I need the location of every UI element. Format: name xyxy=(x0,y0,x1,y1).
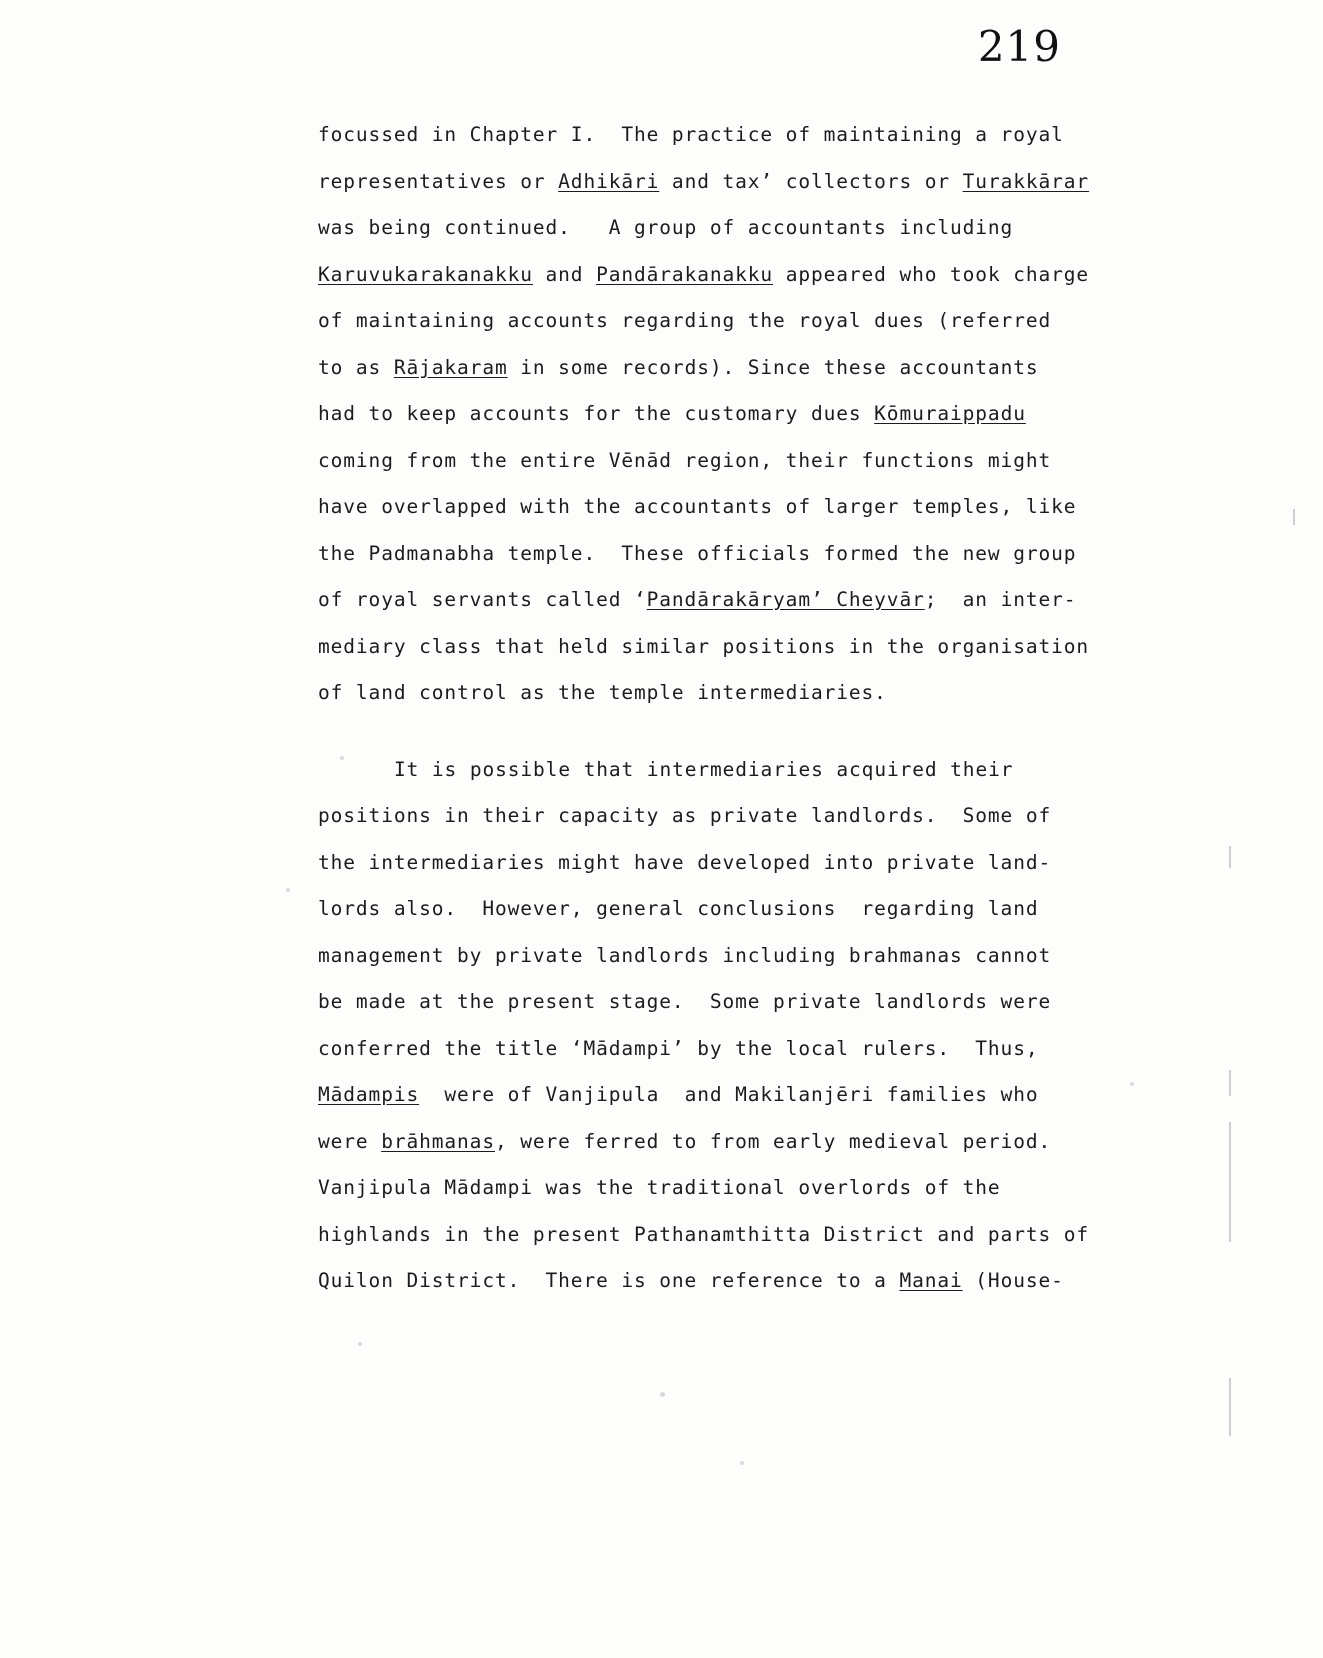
text-line xyxy=(318,1072,1198,1119)
text-line xyxy=(318,577,1198,624)
text-line xyxy=(318,438,1198,485)
text-line xyxy=(318,1212,1198,1259)
text-line xyxy=(318,1258,1198,1305)
text-line xyxy=(318,252,1198,299)
text-line xyxy=(318,793,1198,840)
text-line xyxy=(318,747,1198,794)
text-run: were of Vanjipula and Makilanjēri families who xyxy=(419,1083,1039,1106)
text-line xyxy=(318,840,1198,887)
text-run: of maintaining accounts regarding the royal dues (referred xyxy=(318,309,1052,332)
text-line xyxy=(318,624,1198,671)
text-run: had to keep accounts for the customary dues xyxy=(318,402,875,425)
text-run: the intermediaries might have developed into private land- xyxy=(318,850,1052,874)
text-run: and xyxy=(532,262,597,286)
text-run: ; an inter- xyxy=(924,588,1077,611)
scan-speck xyxy=(340,756,344,760)
text-line xyxy=(318,391,1198,438)
scan-edge-mark xyxy=(1229,1122,1231,1242)
text-run: Quilon District. There is one reference to a xyxy=(318,1269,900,1292)
text-run: focussed in Chapter I. The practice of maintaining a royal xyxy=(318,123,1064,146)
underlined-term: Pandārakanakku xyxy=(596,262,774,286)
underlined-term: Pandārakāryam’ Cheyvār xyxy=(646,588,925,611)
text-run: appeared who took charge xyxy=(773,262,1090,286)
paragraph-1 xyxy=(318,112,1198,717)
text-line xyxy=(318,298,1198,345)
text-line xyxy=(318,1026,1198,1073)
underlined-term: Turakkārar xyxy=(962,169,1090,193)
text-run: were xyxy=(318,1129,382,1153)
text-run: , were ferred to from early medieval period. xyxy=(494,1129,1052,1153)
scan-edge-mark xyxy=(1229,1070,1231,1096)
text-run: It is possible that intermediaries acquired their xyxy=(394,757,1014,781)
text-line xyxy=(318,531,1198,578)
scan-edge-mark xyxy=(1229,846,1231,868)
text-line xyxy=(318,933,1198,980)
text-line xyxy=(318,159,1198,206)
underlined-term: Manai xyxy=(899,1269,963,1292)
page-body xyxy=(318,112,1198,1313)
scan-speck xyxy=(1130,1082,1134,1086)
text-run: management by private landlords including brahmanas cannot xyxy=(318,943,1052,967)
text-run: positions in their capacity as private landlords. Some of xyxy=(318,804,1052,827)
text-run: have overlapped with the accountants of larger temples, like xyxy=(318,495,1077,518)
text-line xyxy=(318,670,1198,717)
underlined-term: Karuvukarakanakku xyxy=(318,262,533,286)
underlined-term: Kōmuraippadu xyxy=(874,402,1026,425)
text-line xyxy=(318,112,1198,159)
text-run: mediary class that held similar positions in the organisation xyxy=(318,634,1090,658)
scan-speck xyxy=(358,1342,362,1346)
text-run: conferred the title ‘Mādampi’ by the local rulers. Thus, xyxy=(318,1036,1039,1060)
text-run: of land control as the temple intermediaries. xyxy=(318,681,887,704)
scan-speck xyxy=(286,888,290,892)
text-run: to as xyxy=(318,355,394,379)
text-run: was being continued. A group of accountants including xyxy=(318,216,1014,239)
text-run: representatives or xyxy=(318,169,559,193)
text-run: lords also. However, general conclusions regarding land xyxy=(318,897,1039,920)
text-line xyxy=(318,205,1198,252)
text-run: coming from the entire Vēnād region, their functions might xyxy=(318,448,1052,472)
text-run: in some records). Since these accountants xyxy=(507,355,1039,379)
text-line xyxy=(318,1119,1198,1166)
text-line xyxy=(318,979,1198,1026)
text-line xyxy=(318,345,1198,392)
text-run: the Padmanabha temple. These officials formed the new group xyxy=(318,541,1077,565)
text-run: of royal servants called ‘ xyxy=(318,588,647,611)
text-run: (House- xyxy=(962,1269,1064,1292)
scan-speck xyxy=(660,1392,665,1397)
page-number: 219 xyxy=(977,22,1061,71)
text-run: be made at the present stage. Some private landlords were xyxy=(318,990,1052,1013)
underlined-term: Rājakaram xyxy=(393,355,508,379)
underlined-term: brāhmanas xyxy=(381,1129,495,1153)
underlined-term: Mādampis xyxy=(318,1083,420,1106)
underlined-term: Adhikāri xyxy=(558,169,660,193)
text-run: Vanjipula Mādampi was the traditional overlords of the xyxy=(318,1176,1001,1199)
text-line xyxy=(318,484,1198,531)
text-run: highlands in the present Pathanamthitta District and parts of xyxy=(318,1222,1090,1246)
scan-edge-mark xyxy=(1229,1378,1231,1436)
text-run: and tax’ collectors or xyxy=(659,169,963,193)
text-line xyxy=(318,886,1198,933)
scan-edge-mark xyxy=(1293,509,1295,525)
paragraph-2 xyxy=(318,747,1198,1305)
scan-speck xyxy=(740,1461,744,1465)
text-line xyxy=(318,1165,1198,1212)
